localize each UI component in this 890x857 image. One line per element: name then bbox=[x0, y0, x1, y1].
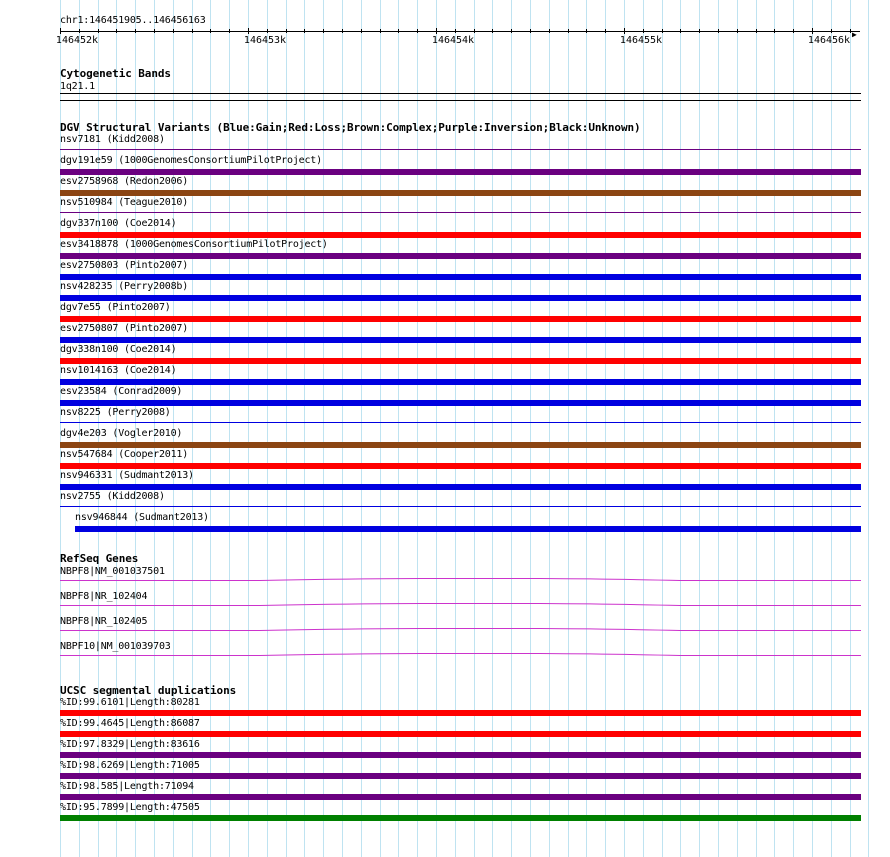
dgv-feature-bar[interactable] bbox=[60, 358, 861, 364]
dgv-feature-label[interactable]: esv23584 (Conrad2009) bbox=[60, 386, 183, 397]
ruler-minor-tick bbox=[436, 29, 437, 33]
grid-line bbox=[756, 0, 757, 857]
grid-line bbox=[831, 0, 832, 857]
ruler-minor-tick bbox=[361, 29, 362, 33]
ruler-arrow-icon: ▶ bbox=[852, 30, 857, 39]
ruler-minor-tick bbox=[850, 29, 851, 33]
ruler-minor-tick bbox=[643, 29, 644, 33]
dgv-feature-label[interactable]: dgv338n100 (Coe2014) bbox=[60, 344, 177, 355]
ruler-minor-tick bbox=[304, 29, 305, 33]
ruler-minor-tick bbox=[793, 29, 794, 33]
segdup-feature-bar[interactable] bbox=[60, 710, 861, 716]
grid-line bbox=[737, 0, 738, 857]
dgv-feature-label[interactable]: esv3418878 (1000GenomesConsortiumPilotProject) bbox=[60, 239, 328, 250]
ruler-minor-tick bbox=[380, 29, 381, 33]
dgv-feature-bar[interactable] bbox=[60, 190, 861, 196]
refseq-intron-path bbox=[60, 629, 861, 631]
dgv-feature-bar[interactable] bbox=[60, 295, 861, 301]
dgv-feature-label[interactable]: dgv337n100 (Coe2014) bbox=[60, 218, 177, 229]
dgv-feature-label[interactable]: esv2750803 (Pinto2007) bbox=[60, 260, 189, 271]
ruler-minor-tick bbox=[530, 29, 531, 33]
grid-line bbox=[718, 0, 719, 857]
dgv-feature-label[interactable]: nsv946844 (Sudmant2013) bbox=[75, 512, 209, 523]
refseq-transcript-line[interactable] bbox=[60, 593, 861, 607]
ruler-minor-tick bbox=[511, 29, 512, 33]
dgv-feature-line[interactable] bbox=[60, 506, 861, 507]
ruler-minor-tick bbox=[267, 29, 268, 33]
refseq-transcript-label[interactable]: NBPF8|NR_102405 bbox=[60, 616, 148, 627]
grid-line bbox=[643, 0, 644, 857]
ruler-minor-tick bbox=[756, 29, 757, 33]
ruler-minor-tick bbox=[116, 29, 117, 33]
segdup-track-title: UCSC segmental duplications bbox=[60, 684, 237, 697]
segdup-feature-label[interactable]: %ID:98.585|Length:71094 bbox=[60, 781, 194, 792]
dgv-feature-label[interactable]: dgv191e59 (1000GenomesConsortiumPilotProject) bbox=[60, 155, 322, 166]
ruler-minor-tick bbox=[718, 29, 719, 33]
dgv-feature-bar[interactable] bbox=[60, 253, 861, 259]
refseq-transcript-line[interactable] bbox=[60, 568, 861, 582]
segdup-feature-label[interactable]: %ID:95.7899|Length:47505 bbox=[60, 802, 200, 813]
ruler-minor-tick bbox=[699, 29, 700, 33]
ruler-minor-tick bbox=[662, 29, 663, 33]
ruler-tick-label: 146452k bbox=[55, 35, 99, 46]
ruler-minor-tick bbox=[98, 29, 99, 33]
dgv-feature-label[interactable]: nsv8225 (Perry2008) bbox=[60, 407, 171, 418]
ruler-minor-tick bbox=[173, 29, 174, 33]
segdup-feature-label[interactable]: %ID:99.4645|Length:86087 bbox=[60, 718, 200, 729]
segdup-feature-label[interactable]: %ID:97.8329|Length:83616 bbox=[60, 739, 200, 750]
cyto-band-bottom-border bbox=[60, 100, 861, 101]
ruler-minor-tick bbox=[417, 29, 418, 33]
ruler-tick-label: 146453k bbox=[243, 35, 287, 46]
cyto-band-label[interactable]: 1q21.1 bbox=[60, 81, 95, 92]
ruler-minor-tick bbox=[474, 29, 475, 33]
grid-line bbox=[699, 0, 700, 857]
refseq-intron-path bbox=[60, 654, 861, 656]
dgv-feature-bar[interactable] bbox=[75, 526, 861, 532]
dgv-feature-label[interactable]: nsv510984 (Teague2010) bbox=[60, 197, 189, 208]
ruler-minor-tick bbox=[286, 29, 287, 33]
refseq-transcript-label[interactable]: NBPF8|NR_102404 bbox=[60, 591, 148, 602]
ruler-minor-tick bbox=[192, 29, 193, 33]
ruler-minor-tick bbox=[248, 29, 249, 33]
ruler-minor-tick bbox=[812, 29, 813, 33]
dgv-feature-label[interactable]: nsv2755 (Kidd2008) bbox=[60, 491, 165, 502]
ruler-minor-tick bbox=[342, 29, 343, 33]
grid-line bbox=[662, 0, 663, 857]
segdup-feature-bar[interactable] bbox=[60, 773, 861, 779]
ruler-minor-tick bbox=[60, 29, 61, 33]
ruler-minor-tick bbox=[737, 29, 738, 33]
dgv-feature-line[interactable] bbox=[60, 212, 861, 213]
ruler-minor-tick bbox=[210, 29, 211, 33]
region-label: chr1:146451905..146456163 bbox=[60, 15, 206, 26]
ruler-minor-tick bbox=[455, 29, 456, 33]
dgv-feature-bar[interactable] bbox=[60, 232, 861, 238]
dgv-track-title: DGV Structural Variants (Blue:Gain;Red:Loss;Brown:Complex;Purple:Inversion;Black:Unknown) bbox=[60, 121, 641, 134]
ruler-minor-tick bbox=[831, 29, 832, 33]
dgv-feature-bar[interactable] bbox=[60, 274, 861, 280]
refseq-transcript-line[interactable] bbox=[60, 643, 861, 657]
cyto-band-top-border bbox=[60, 93, 861, 94]
dgv-feature-line[interactable] bbox=[60, 149, 861, 150]
dgv-feature-bar[interactable] bbox=[60, 463, 861, 469]
ruler-minor-tick bbox=[135, 29, 136, 33]
dgv-feature-bar[interactable] bbox=[60, 379, 861, 385]
segdup-feature-label[interactable]: %ID:98.6269|Length:71005 bbox=[60, 760, 200, 771]
ruler-minor-tick bbox=[229, 29, 230, 33]
grid-line bbox=[774, 0, 775, 857]
grid-line bbox=[868, 0, 869, 857]
refseq-transcript-line[interactable] bbox=[60, 618, 861, 632]
refseq-transcript-label[interactable]: NBPF8|NM_001037501 bbox=[60, 566, 165, 577]
segdup-feature-label[interactable]: %ID:99.6101|Length:80281 bbox=[60, 697, 200, 708]
dgv-feature-label[interactable]: esv2750807 (Pinto2007) bbox=[60, 323, 189, 334]
cyto-track-title: Cytogenetic Bands bbox=[60, 67, 171, 80]
refseq-intron-path bbox=[60, 604, 861, 606]
grid-line bbox=[812, 0, 813, 857]
ruler-minor-tick bbox=[568, 29, 569, 33]
grid-line bbox=[850, 0, 851, 857]
grid-line bbox=[680, 0, 681, 857]
ruler-tick-label: 146454k bbox=[431, 35, 475, 46]
dgv-feature-bar[interactable] bbox=[60, 484, 861, 490]
dgv-feature-bar[interactable] bbox=[60, 169, 861, 175]
dgv-feature-bar[interactable] bbox=[60, 337, 861, 343]
dgv-feature-label[interactable]: nsv547684 (Cooper2011) bbox=[60, 449, 189, 460]
ruler-minor-tick bbox=[605, 29, 606, 33]
dgv-feature-label[interactable]: nsv1014163 (Coe2014) bbox=[60, 365, 177, 376]
ruler-minor-tick bbox=[79, 29, 80, 33]
ruler-axis bbox=[60, 31, 860, 32]
ruler-minor-tick bbox=[398, 29, 399, 33]
ruler-minor-tick bbox=[154, 29, 155, 33]
ruler-minor-tick bbox=[492, 29, 493, 33]
dgv-feature-line[interactable] bbox=[60, 422, 861, 423]
segdup-feature-bar[interactable] bbox=[60, 794, 861, 800]
ruler-minor-tick bbox=[680, 29, 681, 33]
segdup-feature-bar[interactable] bbox=[60, 752, 861, 758]
dgv-feature-label[interactable]: nsv7181 (Kidd2008) bbox=[60, 134, 165, 145]
dgv-feature-label[interactable]: esv2758968 (Redon2006) bbox=[60, 176, 189, 187]
dgv-feature-label[interactable]: nsv428235 (Perry2008b) bbox=[60, 281, 189, 292]
ruler-tick-label: 146455k bbox=[619, 35, 663, 46]
dgv-feature-label[interactable]: dgv7e55 (Pinto2007) bbox=[60, 302, 171, 313]
ruler-minor-tick bbox=[323, 29, 324, 33]
ruler-minor-tick bbox=[774, 29, 775, 33]
ruler-tick-label: 146456k bbox=[807, 35, 851, 46]
segdup-feature-bar[interactable] bbox=[60, 731, 861, 737]
dgv-feature-label[interactable]: nsv946331 (Sudmant2013) bbox=[60, 470, 194, 481]
dgv-feature-label[interactable]: dgv4e203 (Vogler2010) bbox=[60, 428, 183, 439]
ruler-minor-tick bbox=[549, 29, 550, 33]
ruler-minor-tick bbox=[586, 29, 587, 33]
dgv-feature-bar[interactable] bbox=[60, 316, 861, 322]
segdup-feature-bar[interactable] bbox=[60, 815, 861, 821]
dgv-feature-bar[interactable] bbox=[60, 442, 861, 448]
refseq-intron-path bbox=[60, 579, 861, 581]
refseq-transcript-label[interactable]: NBPF10|NM_001039703 bbox=[60, 641, 171, 652]
ruler-minor-tick bbox=[624, 29, 625, 33]
refseq-track-title: RefSeq Genes bbox=[60, 552, 139, 565]
dgv-feature-bar[interactable] bbox=[60, 400, 861, 406]
grid-line bbox=[793, 0, 794, 857]
